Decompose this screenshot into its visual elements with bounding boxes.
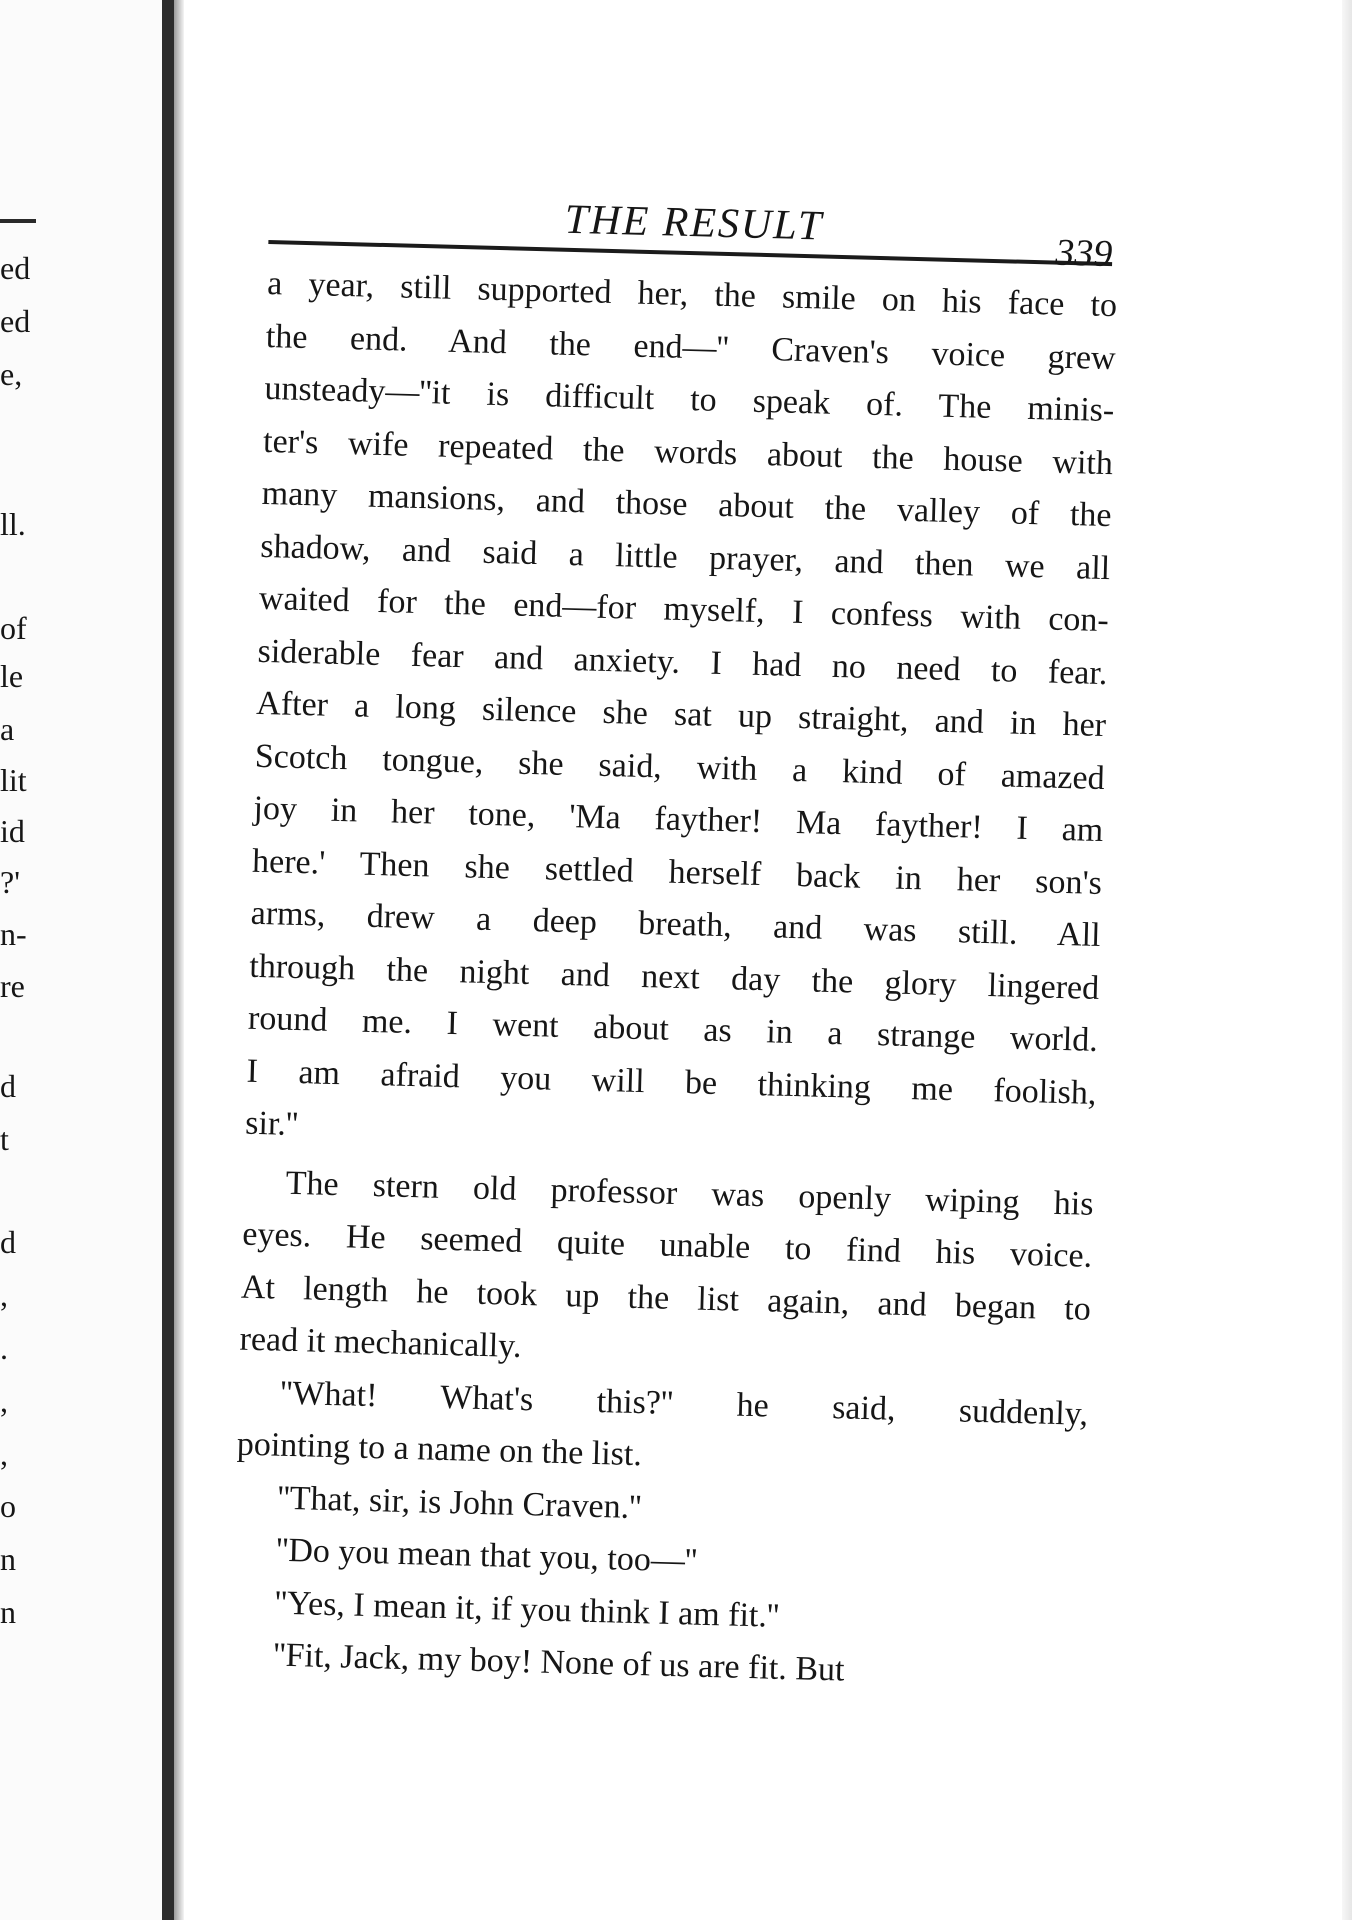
- text-line: The stern old professor was openly wiping his: [285, 1164, 1094, 1223]
- text-line: arms, drew a deep breath, and was still. All: [250, 894, 1101, 954]
- text-line: unsteady—''it is difficult to speak of. The minis-: [264, 369, 1115, 430]
- page-edge: [1342, 0, 1352, 1920]
- left-page-fragment-line: ,: [0, 1383, 8, 1419]
- text-line: round me. I went about as in a strange world.: [247, 999, 1099, 1059]
- text-line: through the night and next day the glory lingered: [248, 947, 1100, 1007]
- left-page-fragment-line: ll.: [0, 506, 26, 542]
- text-line: eyes. He seemed quite unable to find his voice.: [241, 1215, 1093, 1275]
- text-line: siderable fear and anxiety. I had no need to fear.: [257, 632, 1108, 692]
- text-line: ''What! What's this?'' he said, suddenly,: [279, 1374, 1089, 1433]
- left-page-fragment-line: ,: [0, 1277, 8, 1313]
- text-line: ''Fit, Jack, my boy! None of us are fit. But: [272, 1636, 845, 1689]
- text-line: sir.'': [244, 1104, 299, 1144]
- text-line: joy in her tone, 'Ma fayther! Ma fayther! I am: [253, 789, 1104, 850]
- page-number: 339: [1054, 231, 1113, 276]
- paragraph: [239, 1156, 1094, 1388]
- left-page-fragment-line: n-: [0, 916, 27, 952]
- text-line: I am afraid you will be thinking me foolish,: [246, 1052, 1097, 1112]
- gutter-shadow: [174, 0, 184, 1920]
- left-page-fragment-line: o: [0, 1488, 16, 1524]
- text-line: After a long silence she sat up straight, and in her: [255, 684, 1107, 745]
- left-page-rule: [0, 219, 36, 223]
- left-page-fragment-line: ,: [0, 1436, 8, 1472]
- left-page-fragment-line: d: [0, 1068, 16, 1104]
- text-line: ''Do you mean that you, too—'': [275, 1531, 698, 1580]
- running-title: THE RESULT: [564, 196, 824, 250]
- running-head: [268, 180, 1119, 276]
- body-text: [231, 258, 1118, 1703]
- left-page-fragment-line: n: [0, 1594, 16, 1630]
- left-page-fragment-line: id: [0, 813, 25, 849]
- left-page-fragment-line: of: [0, 610, 27, 646]
- left-page-fragment-line: n: [0, 1541, 16, 1577]
- text-line: Scotch tongue, she said, with a kind of amazed: [254, 737, 1106, 797]
- left-page-fragment: [0, 0, 162, 1920]
- left-page-fragment-line: ed: [0, 303, 31, 339]
- left-page-fragment-line: re: [0, 968, 25, 1004]
- text-line: ''That, sir, is John Craven.'': [277, 1479, 642, 1526]
- left-page-fragment-line: ed: [0, 250, 31, 286]
- left-page-fragment-line: t: [0, 1121, 9, 1157]
- text-line: ter's wife repeated the words about the house with: [262, 422, 1114, 482]
- text-line: At length he took up the list again, and began to: [240, 1268, 1092, 1328]
- left-page-fragment-line: ?': [0, 864, 20, 900]
- left-page-fragment-line: a: [0, 711, 15, 747]
- paragraph: [245, 258, 1118, 1172]
- left-page-fragment-line: d: [0, 1224, 16, 1260]
- text-line: read it mechanically.: [239, 1320, 522, 1365]
- page-content: [231, 180, 1120, 1703]
- text-line: pointing to a name on the list.: [236, 1425, 643, 1474]
- text-line: here.' Then she settled herself back in her son's: [251, 842, 1103, 902]
- book-gutter: [162, 0, 174, 1920]
- left-page-fragment-line: e,: [0, 356, 23, 392]
- text-line: waited for the end—for myself, I confess with con-: [258, 579, 1110, 640]
- left-page-fragment-line: .: [0, 1330, 8, 1366]
- text-line: shadow, and said a little prayer, and then we all: [259, 527, 1111, 587]
- text-line: the end. And the end—'' Craven's voice grew: [265, 317, 1117, 377]
- text-line: many mansions, and those about the valley of the: [261, 474, 1112, 535]
- left-page-fragment-line: le: [0, 658, 24, 694]
- text-line: a year, still supported her, the smile on his face to: [266, 264, 1118, 325]
- left-page-fragment-line: lit: [0, 762, 27, 798]
- text-line: ''Yes, I mean it, if you think I am fit.'': [274, 1584, 780, 1635]
